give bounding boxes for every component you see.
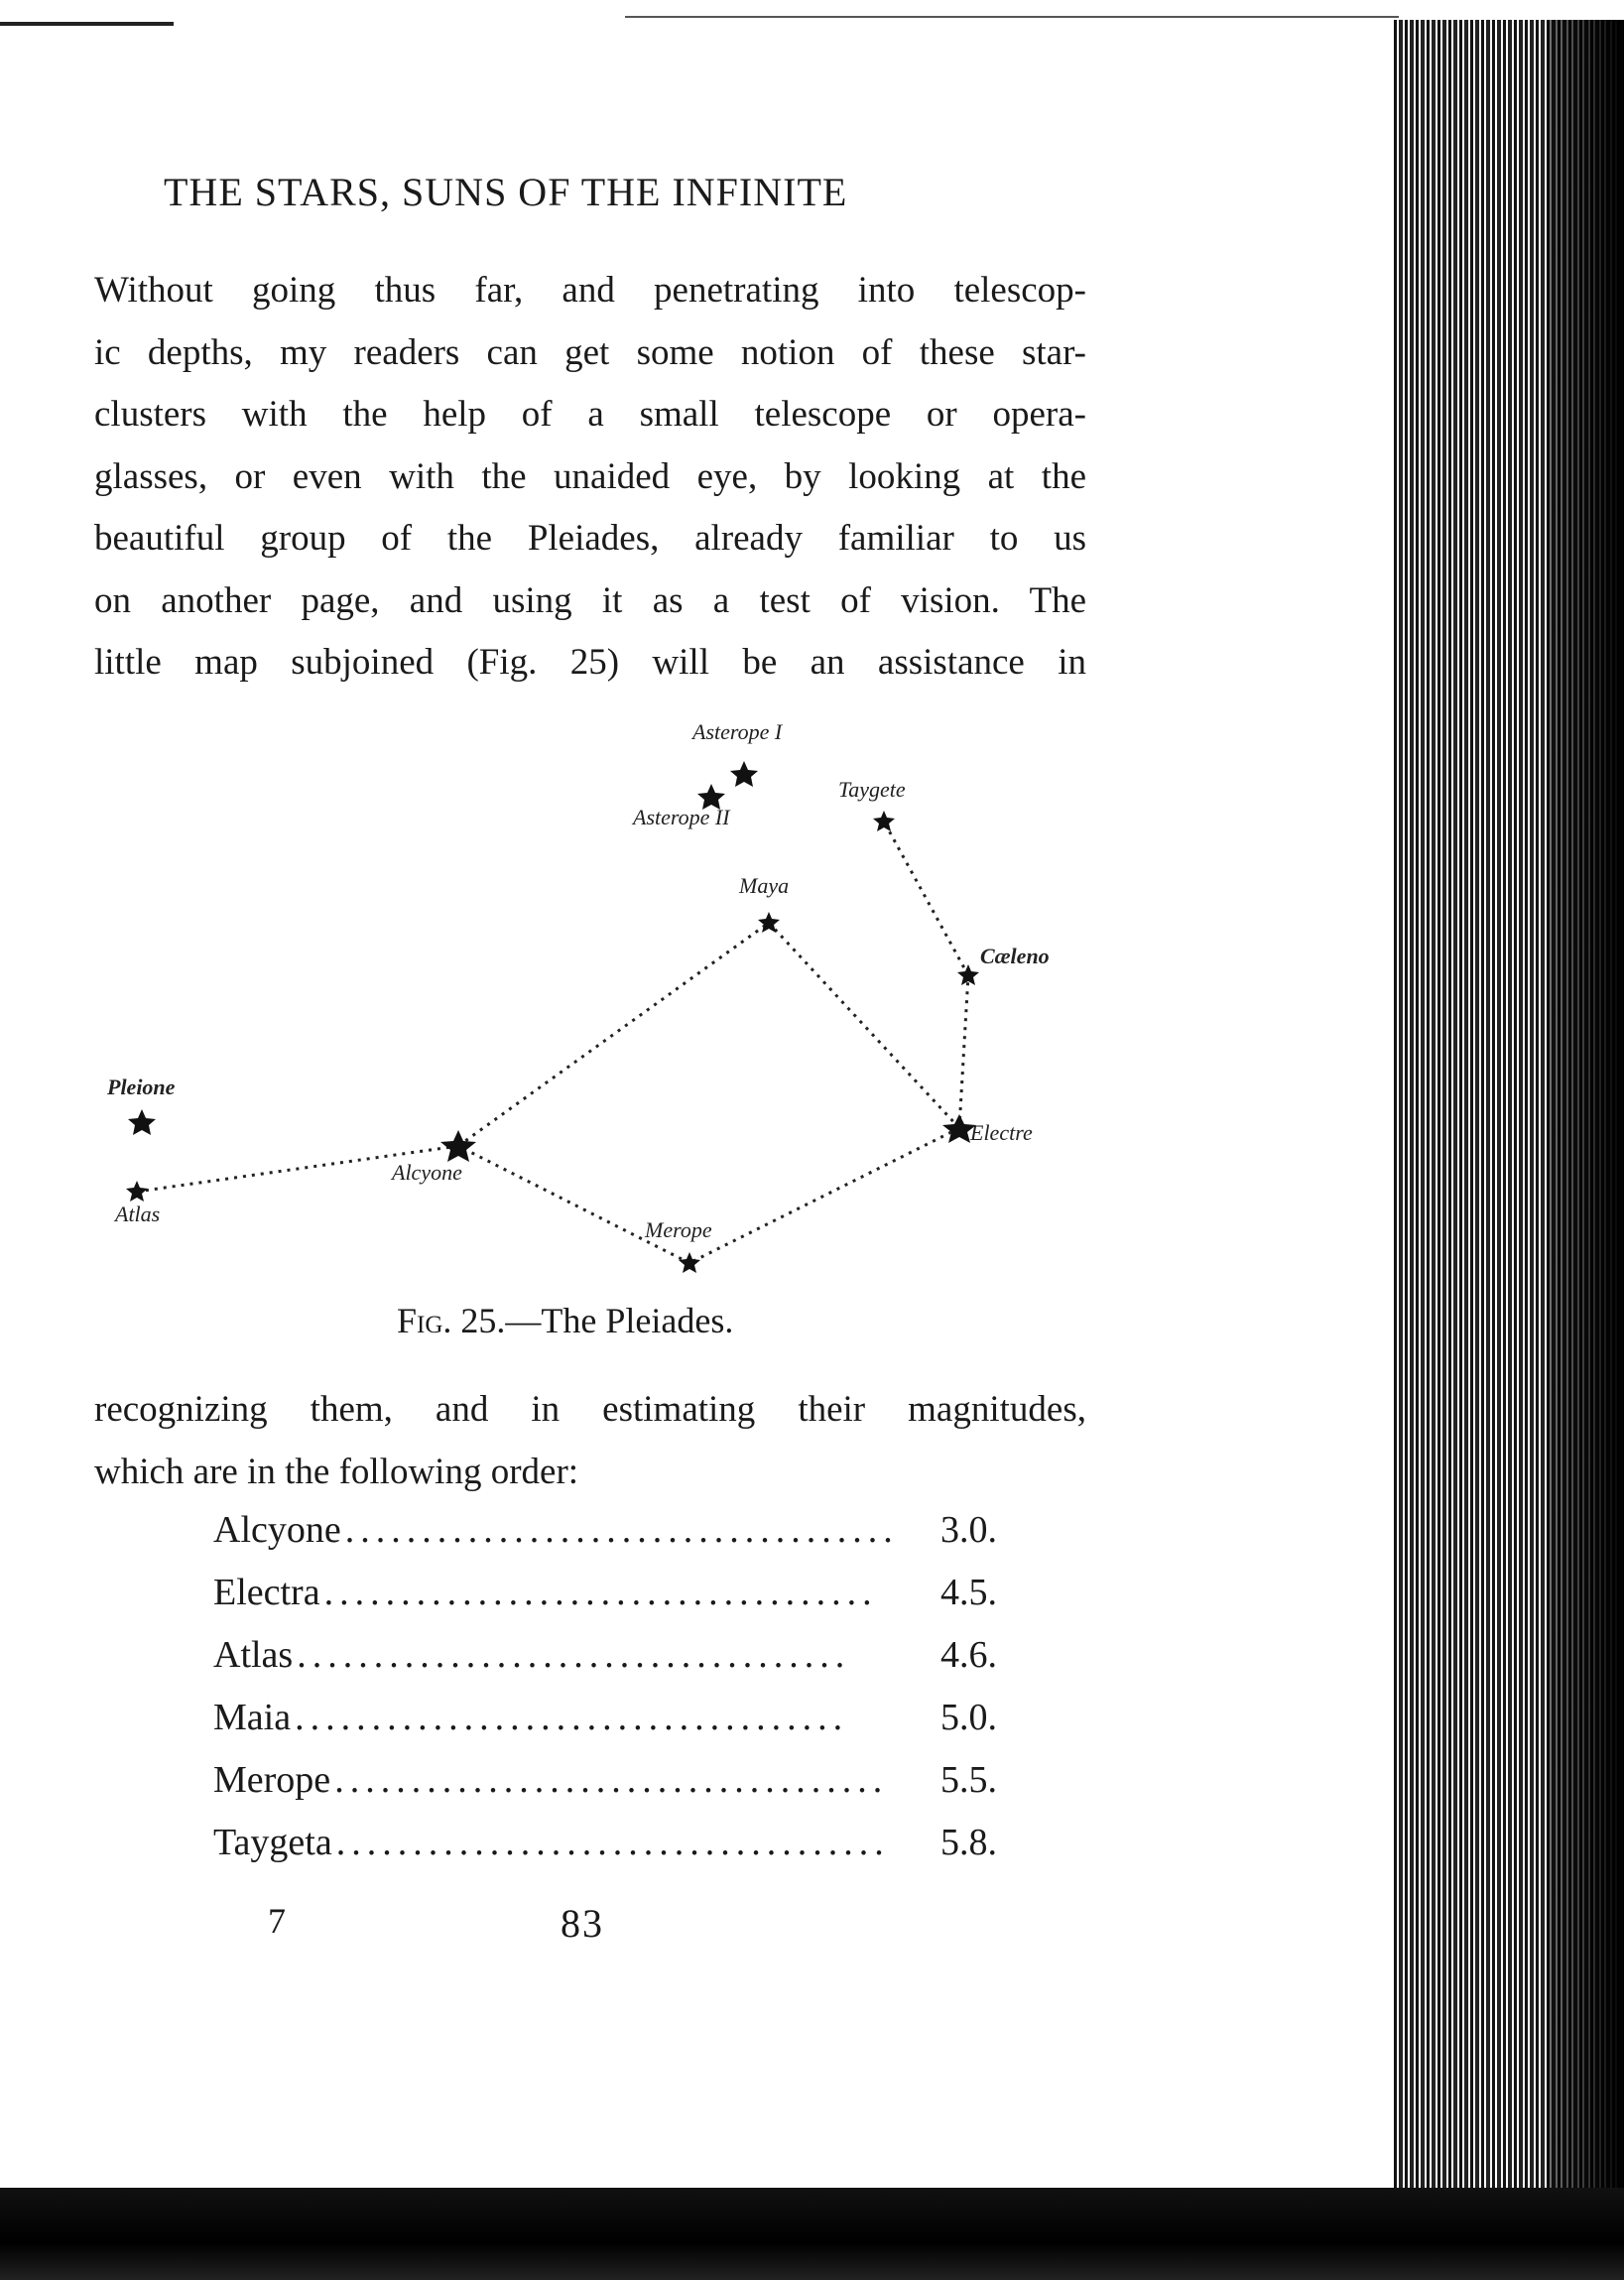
bottom-scan-band — [0, 2188, 1624, 2280]
leader-dots: .................................... — [295, 1697, 849, 1738]
line-caeleno-taygete — [884, 822, 968, 975]
table-row — [213, 1821, 997, 1883]
text-line: recognizing them, and in estimating their magnitudes, — [94, 1389, 1086, 1430]
line-alcyone-maya — [458, 923, 769, 1146]
caption-text: 25.—The Pleiades. — [460, 1301, 734, 1340]
star-name: Merope — [213, 1759, 331, 1801]
star-merope-icon — [679, 1252, 700, 1273]
text-line: clusters with the help of a small telescope or opera- — [94, 394, 1086, 435]
leader-dots: .................................... — [344, 1509, 899, 1551]
star-taygete-icon — [873, 811, 895, 831]
magnitude-value: 4.5. — [940, 1572, 997, 1613]
magnitude-value: 3.0. — [940, 1509, 997, 1551]
magnitude-value: 4.6. — [940, 1634, 997, 1676]
label-asterope1: Asterope I — [692, 719, 783, 744]
label-merope: Merope — [645, 1217, 712, 1242]
leader-dots: .................................... — [334, 1759, 889, 1801]
table-row — [213, 1633, 997, 1696]
magnitude-value: 5.5. — [940, 1759, 997, 1801]
figure-caption — [397, 1300, 893, 1341]
star-name: Electra — [213, 1572, 320, 1613]
text-line: Without going thus far, and penetrating into telescop- — [94, 270, 1086, 311]
star-name: Maia — [213, 1697, 292, 1738]
text-line: ic depths, my readers can get some notion of these star- — [94, 331, 1086, 373]
label-atlas: Atlas — [115, 1202, 161, 1226]
star-asterope1-icon — [730, 761, 758, 787]
leader-dots: .................................... — [323, 1572, 878, 1613]
line-merope-alcyone — [458, 1146, 689, 1263]
magnitude-value: 5.8. — [940, 1822, 997, 1863]
table-row — [213, 1508, 997, 1571]
paragraph-1 — [94, 260, 1086, 695]
line-electre-merope — [689, 1128, 959, 1263]
text-line: glasses, or even with the unaided eye, by looking at the — [94, 455, 1086, 497]
label-maya: Maya — [739, 873, 790, 898]
label-taygete: Taygete — [838, 777, 906, 802]
top-rule-left — [0, 22, 174, 26]
caption-label: Fig. — [397, 1301, 452, 1340]
star-name: Atlas — [213, 1634, 294, 1676]
signature-mark: 7 — [268, 1901, 286, 1941]
text-line: on another page, and using it as a test of vision. The — [94, 579, 1086, 621]
page-edge-shadow — [1548, 20, 1624, 2222]
leader-dots: .................................... — [335, 1822, 890, 1863]
label-alcyone: Alcyone — [392, 1160, 462, 1185]
pleiades-map — [89, 719, 1081, 1295]
line-maya-electre — [769, 923, 959, 1128]
table-row — [213, 1758, 997, 1821]
star-atlas-icon — [126, 1181, 148, 1202]
star-name: Taygeta — [213, 1822, 332, 1863]
star-name: Alcyone — [213, 1509, 341, 1551]
label-caeleno: Cæleno — [980, 944, 1050, 968]
text-line: which are in the following order: — [94, 1451, 579, 1492]
page-number: 83 — [561, 1901, 604, 1946]
star-alcyone-icon — [440, 1130, 476, 1162]
text-line: beautiful group of the Pleiades, already familiar to us — [94, 518, 1086, 559]
table-row — [213, 1571, 997, 1633]
line-electre-caeleno — [959, 975, 968, 1128]
label-electre: Electre — [970, 1120, 1033, 1145]
star-pleione-icon — [128, 1109, 156, 1135]
magnitude-value: 5.0. — [940, 1697, 997, 1738]
label-pleione: Pleione — [107, 1075, 176, 1099]
star-caeleno-icon — [957, 964, 979, 985]
label-asterope2: Asterope II — [633, 805, 730, 829]
pleiades-figure — [89, 719, 1081, 1295]
leader-dots: .................................... — [297, 1634, 851, 1676]
top-rule-right — [625, 16, 1399, 18]
running-head: THE STARS, SUNS OF THE INFINITE — [164, 170, 848, 214]
text-line: little map subjoined (Fig. 25) will be an assistance in — [94, 642, 1086, 683]
paragraph-2 — [94, 1379, 1086, 1503]
magnitude-table — [213, 1508, 997, 1883]
table-row — [213, 1696, 997, 1758]
